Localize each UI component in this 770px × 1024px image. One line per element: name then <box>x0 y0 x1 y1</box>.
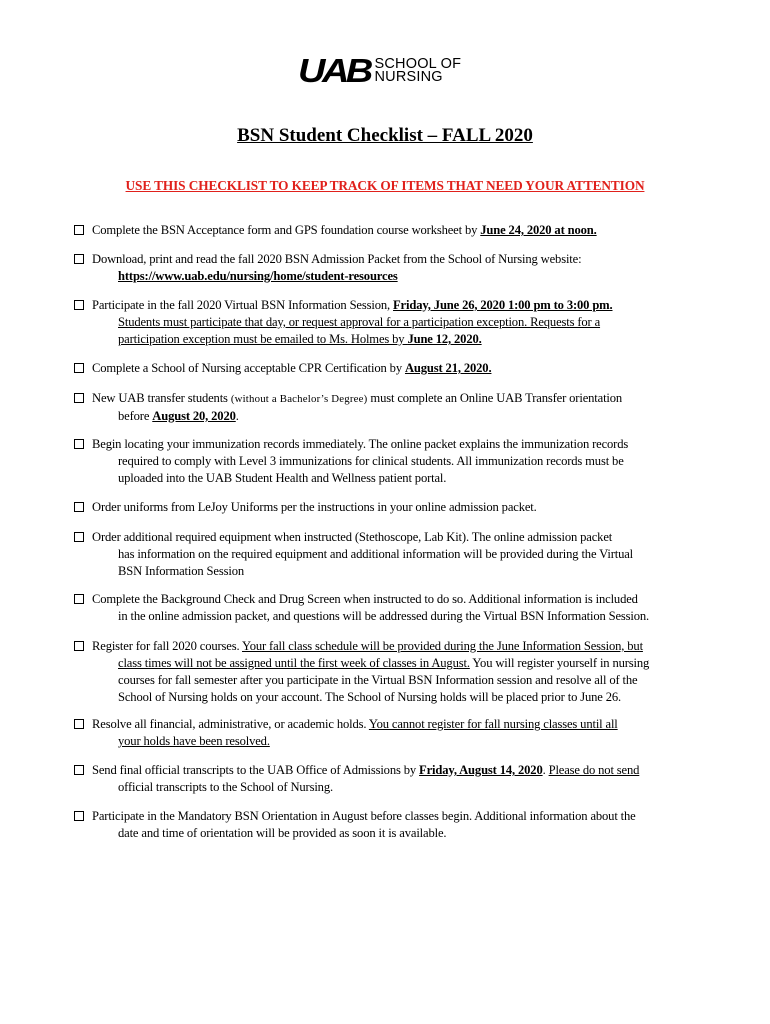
checkbox[interactable] <box>74 225 84 235</box>
checklist-item-immunization: Begin locating your immunization records immediately. The online packet explains the immunization records required to comply with Level 3 immunizations for clinical students. All immunization records must be uploaded into the UAB Student Health and Wellness patient portal. <box>74 436 734 487</box>
checkbox[interactable] <box>74 363 84 373</box>
page-subtitle: USE THIS CHECKLIST TO KEEP TRACK OF ITEMS THAT NEED YOUR ATTENTION <box>125 178 645 193</box>
checklist-item-equipment: Order additional required equipment when instructed (Stethoscope, Lab Kit). The online admission packet has information on the required equipment and additional information will be provided during the Virtual BSN Information Session <box>74 529 734 580</box>
checkbox[interactable] <box>74 502 84 512</box>
checkbox[interactable] <box>74 300 84 310</box>
checklist-item-orientation: Participate in the Mandatory BSN Orientation in August before classes begin. Additional information about the date and time of orientation will be provided as soon it is available. <box>74 808 734 842</box>
student-resources-link[interactable]: https://www.uab.edu/nursing/home/student-resources <box>118 269 398 283</box>
checklist-item-uniforms: Order uniforms from LeJoy Uniforms per the instructions in your online admission packet. <box>74 499 734 516</box>
checklist-item-admission-packet: Download, print and read the fall 2020 BSN Admission Packet from the School of Nursing website: https://www.uab.edu/nursing/home/student-resources <box>74 251 734 285</box>
page-title: BSN Student Checklist – FALL 2020 <box>237 125 533 146</box>
checkbox[interactable] <box>74 765 84 775</box>
checklist-item-acceptance-form: Complete the BSN Acceptance form and GPS foundation course worksheet by June 24, 2020 at noon. <box>74 222 734 239</box>
checklist-item-info-session: Participate in the fall 2020 Virtual BSN Information Session, Friday, June 26, 2020 1:00 pm to 3:00 pm. Students must participate that day, or request approval for a participation exception. Requests for a participation exception must be emailed to Ms. Holmes by June 12, 2020. <box>74 297 734 348</box>
logo-text: SCHOOL OF NURSING <box>374 56 462 85</box>
checkbox[interactable] <box>74 594 84 604</box>
checkbox[interactable] <box>74 439 84 449</box>
checklist-item-transcripts: Send final official transcripts to the UAB Office of Admissions by Friday, August 14, 2020. Please do not send official transcripts to the School of Nursing. <box>74 762 734 796</box>
checklist-item-resolve-holds: Resolve all financial, administrative, or academic holds. You cannot register for fall nursing classes until all your holds have been resolved. <box>74 716 734 750</box>
checkbox[interactable] <box>74 254 84 264</box>
checkbox[interactable] <box>74 641 84 651</box>
checklist-item-register-courses: Register for fall 2020 courses. Your fall class schedule will be provided during the June Information Session, but class times will not be assigned until the first week of classes in August. You will register yourself in nursing courses for fall semester after you participate in the Virtual BSN Information session and resolve all of the School of Nursing holds on your account. The School of Nursing holds will be placed prior to June 26. <box>74 638 734 706</box>
checklist-item-cpr: Complete a School of Nursing acceptable CPR Certification by August 21, 2020. <box>74 360 734 377</box>
uab-school-of-nursing-logo <box>298 52 462 89</box>
checkbox[interactable] <box>74 532 84 542</box>
uab-logo-mark: UAB <box>298 52 370 89</box>
checklist-item-background-check: Complete the Background Check and Drug Screen when instructed to do so. Additional information is included in the online admission packet, and questions will be addressed during the Virtual BSN Information Session. <box>74 591 734 625</box>
checkbox[interactable] <box>74 393 84 403</box>
checklist-item-transfer-orientation: New UAB transfer students (without a Bachelor’s Degree) must complete an Online UAB Transfer orientation before August 20, 2020. <box>74 390 734 425</box>
checkbox[interactable] <box>74 811 84 821</box>
checkbox[interactable] <box>74 719 84 729</box>
